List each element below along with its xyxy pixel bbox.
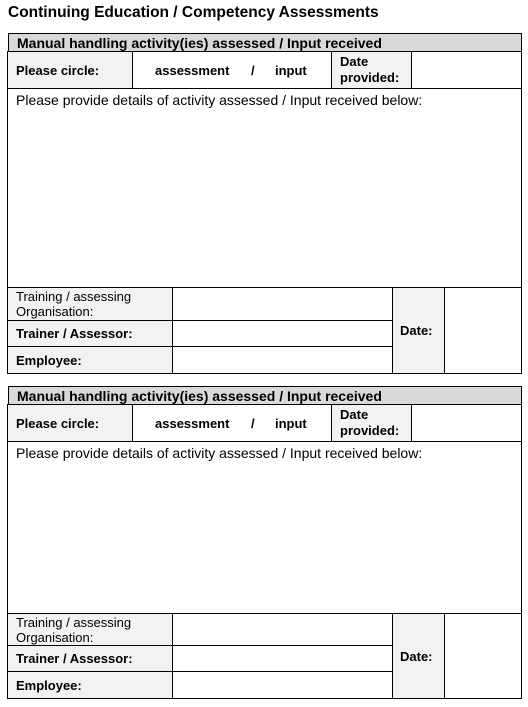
organisation-label-line2: Organisation: [16,304,94,319]
date-provided-label-line2: provided: [340,423,400,438]
assessment-form-1 [8,33,522,375]
employee-label: Employee: [16,678,82,693]
option-input[interactable]: input [275,416,307,431]
date-provided-field[interactable] [411,51,522,89]
trainer-label-cell [7,645,173,672]
organisation-field[interactable] [172,287,393,321]
circle-options-cell [132,51,332,89]
trainer-label-cell [7,320,173,347]
organisation-label-line2: Organisation: [16,630,94,645]
details-prompt: Please provide details of activity assessed / Input received below: [16,445,423,461]
date-label: Date: [400,649,433,664]
details-field[interactable] [7,441,522,614]
details-field[interactable] [7,88,522,288]
date-provided-label-line2: provided: [340,70,400,85]
circle-label-cell [7,404,133,442]
date-field[interactable] [444,287,522,374]
page-title: Continuing Education / Competency Assessments [8,4,379,21]
date-label-cell [392,613,445,699]
option-separator: / [251,416,255,431]
trainer-label: Trainer / Assessor: [16,326,133,341]
date-label: Date: [400,323,433,338]
form-header: Manual handling activity(ies) assessed / Input received [8,386,522,405]
employee-field[interactable] [172,346,393,374]
date-provided-label-cell [331,51,412,89]
form-header: Manual handling activity(ies) assessed / Input received [8,33,522,52]
organisation-label-cell [7,287,173,321]
date-provided-label-cell [331,404,412,442]
option-assessment[interactable]: assessment [155,63,230,78]
employee-label-cell [7,671,173,699]
date-label-cell [392,287,445,374]
date-provided-label-line1: Date [340,407,369,422]
employee-label-cell [7,346,173,374]
option-assessment[interactable]: assessment [155,416,230,431]
organisation-label-cell [7,613,173,646]
date-provided-label-line1: Date [340,54,369,69]
trainer-field[interactable] [172,320,393,347]
employee-field[interactable] [172,671,393,699]
organisation-label-line1: Training / assessing [16,615,132,630]
date-provided-field[interactable] [411,404,522,442]
trainer-label: Trainer / Assessor: [16,651,133,666]
circle-options-cell [132,404,332,442]
trainer-field[interactable] [172,645,393,672]
assessment-form-2 [8,386,522,700]
option-separator: / [251,63,255,78]
details-prompt: Please provide details of activity assessed / Input received below: [16,92,423,108]
option-input[interactable]: input [275,63,307,78]
organisation-label-line1: Training / assessing [16,289,132,304]
circle-label-cell [7,51,133,89]
circle-label: Please circle: [16,416,100,431]
date-field[interactable] [444,613,522,699]
circle-label: Please circle: [16,63,100,78]
organisation-field[interactable] [172,613,393,646]
employee-label: Employee: [16,353,82,368]
